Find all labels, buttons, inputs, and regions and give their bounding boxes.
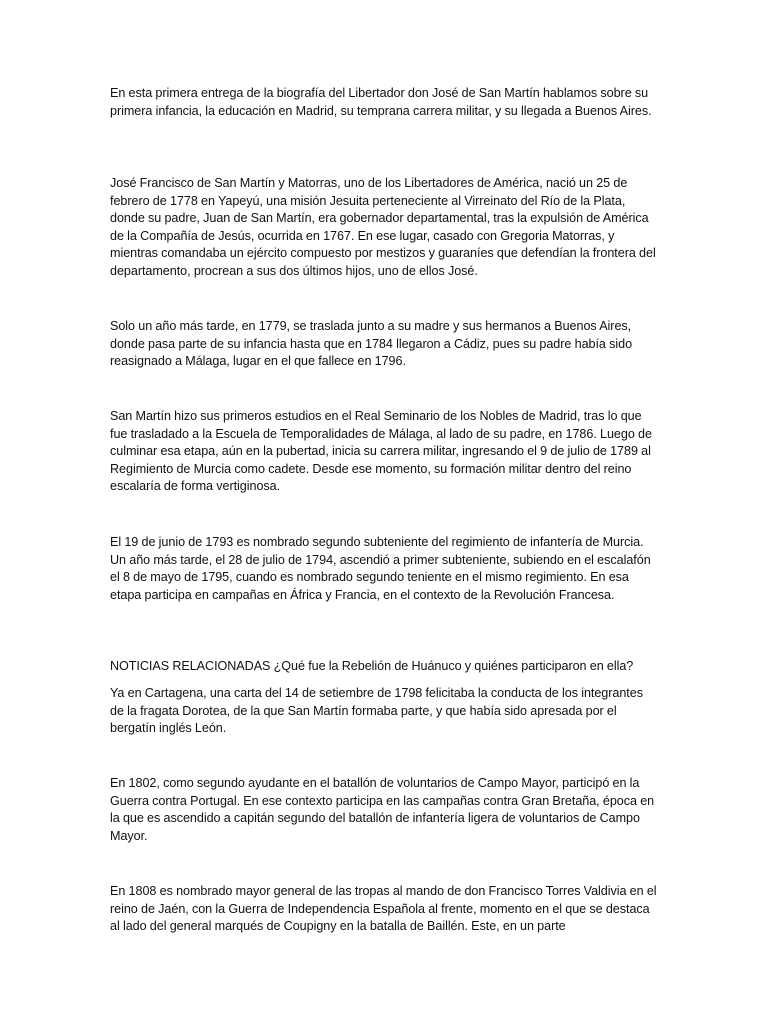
- paragraph-education: San Martín hizo sus primeros estudios en el Real Seminario de los Nobles de Madrid, tras lo que fue trasladado a la Escuela de Temporalidades de Málaga, al lado de su padre, en 1786. Luego de culminar esa etapa, aún en la pubertad, inicia su carrera militar, ingresando el 9 de julio de 1789 al Regimiento de Murcia como cadete. Desde ese momento, su formación militar dentro del reino escalaría de forma vertiginosa.: [110, 409, 652, 494]
- paragraph-early-career: El 19 de junio de 1793 es nombrado segundo subteniente del regimiento de infantería de Murcia. Un año más tarde, el 28 de julio de 1794, ascendió a primer subteniente, subiendo en el escalafón el 8 de mayo de 1795, cuando es nombrado segundo teniente en el mismo regimiento. En esa etapa participa en campañas en África y Francia, en el contexto de la Revolución Francesa.: [110, 535, 651, 602]
- related-news-line: NOTICIAS RELACIONADAS ¿Qué fue la Rebelión de Huánuco y quiénes participaron en ella?: [110, 659, 634, 673]
- document-page: [110, 0, 658, 1024]
- paragraph-birth: José Francisco de San Martín y Matorras, uno de los Libertadores de América, nació un 25 de febrero de 1778 en Yapeyú, una misión Jesuita perteneciente al Virreinato del Río de la Plata, donde su padre, Juan de San Martín, era gobernador departamental, tras la expulsión de América de la Compañía de Jesús, ocurrida en 1767. En ese lugar, casado con Gregoria Matorras, y mientras comandaba un ejército compuesto por mestizos y guaraníes que defendían la frontera del departamento, procrean a sus dos últimos hijos, uno de ellos José.: [110, 176, 656, 278]
- paragraph-childhood: Solo un año más tarde, en 1779, se traslada junto a su madre y sus hermanos a Buenos Aires, donde pasa parte de su infancia hasta que en 1784 llegaron a Cádiz, pues su padre había sido reasignado a Málaga, lugar en el que fallece en 1796.: [110, 319, 633, 369]
- paragraph-baillen: En 1808 es nombrado mayor general de las tropas al mando de don Francisco Torres Valdivia en el reino de Jaén, con la Guerra de Independencia Española al frente, momento en el que se destaca al lado del general marqués de Coupigny en la batalla de Baillén. Este, en un parte: [110, 884, 657, 934]
- paragraph-cartagena: Ya en Cartagena, una carta del 14 de setiembre de 1798 felicitaba la conducta de los integrantes de la fragata Dorotea, de la que San Martín formaba parte, y que había sido apresada por el bergatín inglés León.: [110, 686, 643, 736]
- paragraph-intro: En esta primera entrega de la biografía del Libertador don José de San Martín hablamos sobre su primera infancia, la educación en Madrid, su temprana carrera militar, y su llegada a Buenos Aires.: [110, 86, 652, 118]
- paragraph-portugal-war: En 1802, como segundo ayudante en el batallón de voluntarios de Campo Mayor, participó en la Guerra contra Portugal. En ese contexto participa en las campañas contra Gran Bretaña, época en la que es ascendido a capitán segundo del batallón de infantería ligera de voluntarios de Campo Mayor.: [110, 776, 655, 843]
